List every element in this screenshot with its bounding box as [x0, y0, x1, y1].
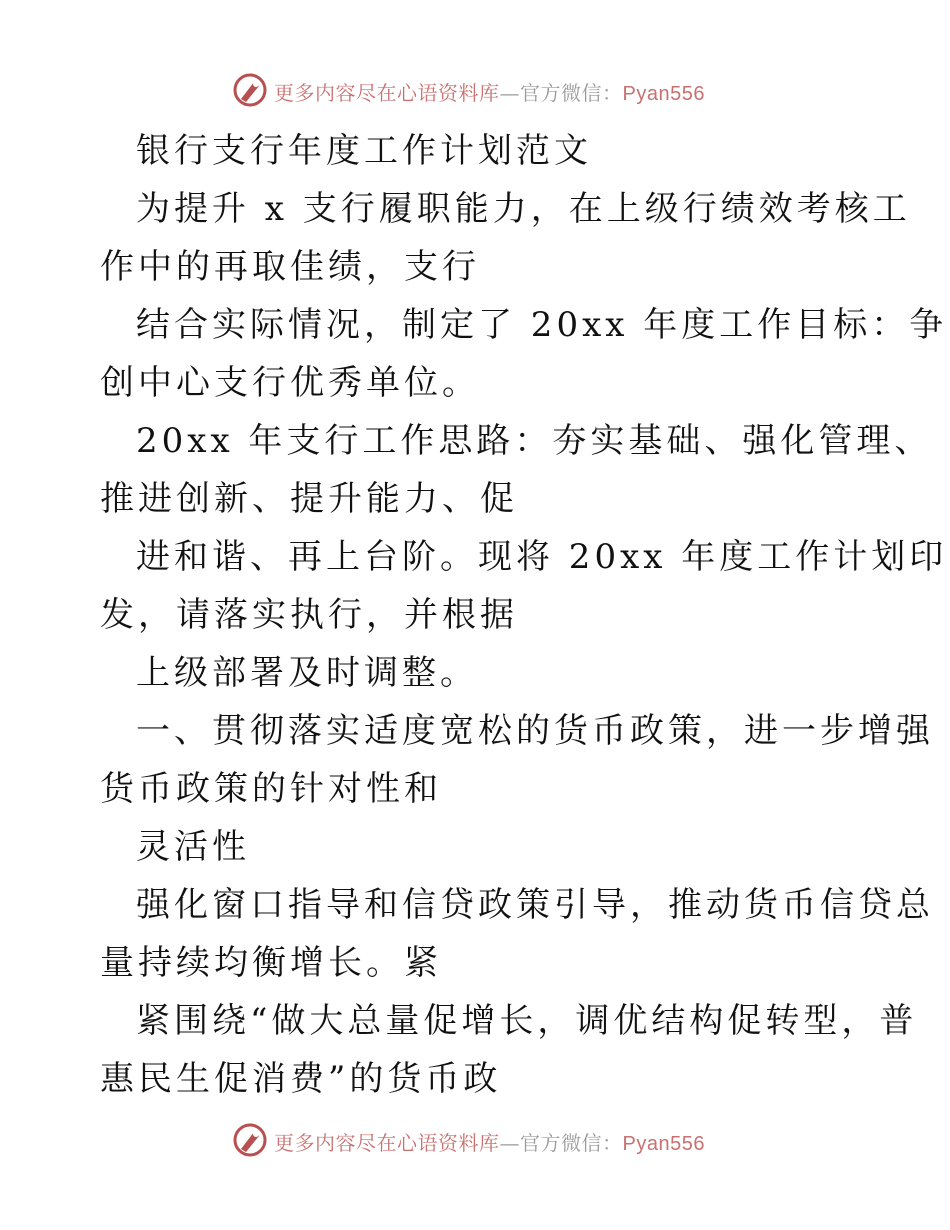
wechat-label: 官方微信：	[520, 81, 623, 105]
banner-main-text: 更多内容尽在心语资料库	[274, 81, 500, 105]
paragraph-line: 作中的再取佳绩，支行	[100, 247, 480, 287]
wechat-id: Pyan556	[622, 83, 705, 105]
footer-banner	[232, 1120, 712, 1160]
section-heading-line: 货币政策的针对性和	[100, 769, 442, 809]
paragraph-line: 强化窗口指导和信贷政策引导，推动货币信贷总	[136, 885, 934, 925]
banner-text	[274, 77, 705, 106]
paragraph-line: 上级部署及时调整。	[136, 653, 478, 693]
document-title: 银行支行年度工作计划范文	[136, 131, 592, 171]
banner-separator: —	[499, 81, 520, 105]
banner-text	[274, 1127, 705, 1156]
paragraph-line: 20xx 年支行工作思路：夯实基础、强化管理、	[136, 421, 933, 461]
paragraph-line: 推进创新、提升能力、促	[100, 479, 518, 519]
paragraph-line: 惠民生促消费”的货币政	[100, 1059, 502, 1099]
wechat-label: 官方微信：	[520, 1131, 623, 1155]
paragraph-line: 量持续均衡增长。紧	[100, 943, 442, 983]
wechat-id: Pyan556	[622, 1133, 705, 1155]
pen-logo-icon	[232, 72, 268, 108]
paragraph-line: 为提升 x 支行履职能力，在上级行绩效考核工	[136, 189, 911, 229]
header-banner	[232, 70, 712, 110]
document-body	[100, 122, 948, 1108]
section-heading-line: 灵活性	[136, 827, 250, 867]
banner-separator: —	[499, 1131, 520, 1155]
paragraph-line: 创中心支行优秀单位。	[100, 363, 480, 403]
paragraph-line: 结合实际情况，制定了 20xx 年度工作目标：争	[136, 305, 948, 345]
section-heading-line: 一、贯彻落实适度宽松的货币政策，进一步增强	[136, 711, 934, 751]
pen-logo-icon	[232, 1122, 268, 1158]
paragraph-line: 发，请落实执行，并根据	[100, 595, 518, 635]
paragraph-line: 进和谐、再上台阶。现将 20xx 年度工作计划印	[136, 537, 948, 577]
banner-main-text: 更多内容尽在心语资料库	[274, 1131, 500, 1155]
paragraph-line: 紧围绕“做大总量促增长，调优结构促转型，普	[136, 1001, 918, 1041]
